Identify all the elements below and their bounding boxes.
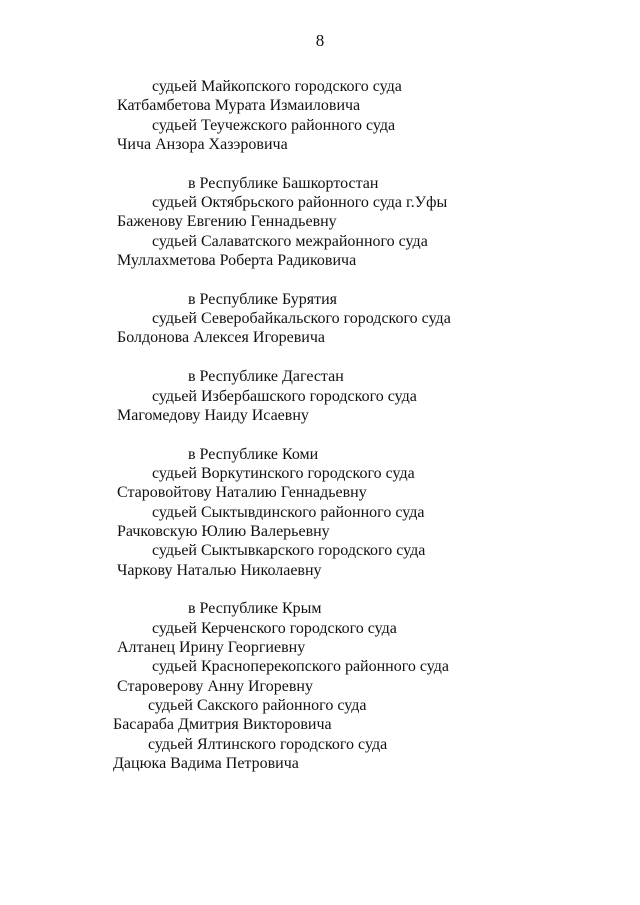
- section-gap: [0, 580, 640, 599]
- judge-name: Чича Анзора Хазэровича: [117, 136, 288, 154]
- judge-name: Магомедову Наиду Исаевну: [117, 406, 309, 424]
- judge-name: Старовойтову Наталию Геннадьевну: [117, 484, 367, 502]
- court-position: судьей Красноперекопского районного суда: [152, 658, 450, 676]
- court-position: судьей Избербашского городского суда: [152, 387, 417, 405]
- court-position: судьей Керченского городского суда: [152, 619, 397, 637]
- section-gap: [0, 154, 640, 173]
- court-position: судьей Воркутинского городского суда: [152, 464, 415, 482]
- court-position: судьей Ялтинского городского суда: [148, 735, 388, 753]
- court-position: судьей Салаватского межрайонного суда: [152, 232, 428, 250]
- court-position: судьей Сыктывкарского городского суда: [152, 542, 426, 560]
- court-position: судьей Северобайкальского городского суда: [152, 310, 451, 328]
- judge-name: Староверову Анну Игоревну: [117, 677, 313, 695]
- court-position: судьей Теучежского районного суда: [152, 116, 396, 134]
- court-position: судьей Сакского районного суда: [148, 697, 367, 714]
- judge-name: Алтанец Ирину Георгиевну: [117, 638, 306, 656]
- region-heading: в Республике Башкортостан: [188, 174, 379, 192]
- section-gap: [0, 425, 640, 444]
- section-gap: [0, 270, 640, 289]
- court-position: судьей Сыктывдинского районного суда: [152, 503, 425, 521]
- region-heading: в Республике Бурятия: [188, 290, 338, 308]
- court-position: судьей Октябрьского районного суда г.Уфы: [152, 194, 448, 212]
- court-position: судьей Майкопского городского суда: [152, 78, 402, 95]
- region-heading: в Республике Дагестан: [188, 368, 344, 386]
- judge-name: Басараба Дмитрия Викторовича: [113, 716, 332, 734]
- judge-name: Чаркову Наталью Николаевну: [117, 561, 322, 579]
- judge-name: Катбамбетова Мурата Измаиловича: [117, 97, 361, 115]
- section-gap: [0, 348, 640, 367]
- region-heading: в Республике Крым: [188, 600, 322, 618]
- page-number: 8: [315, 31, 325, 50]
- judge-name: Болдонова Алексея Игоревича: [117, 329, 325, 347]
- judge-name: Рачковскую Юлию Валерьевну: [117, 522, 330, 540]
- appointments-list: [0, 77, 640, 773]
- judge-name: Баженову Евгению Геннадьевну: [117, 213, 337, 231]
- judge-name: Дацюка Вадима Петровича: [113, 755, 299, 773]
- judge-name: Муллахметова Роберта Радиковича: [117, 252, 357, 270]
- region-heading: в Республике Коми: [188, 445, 319, 463]
